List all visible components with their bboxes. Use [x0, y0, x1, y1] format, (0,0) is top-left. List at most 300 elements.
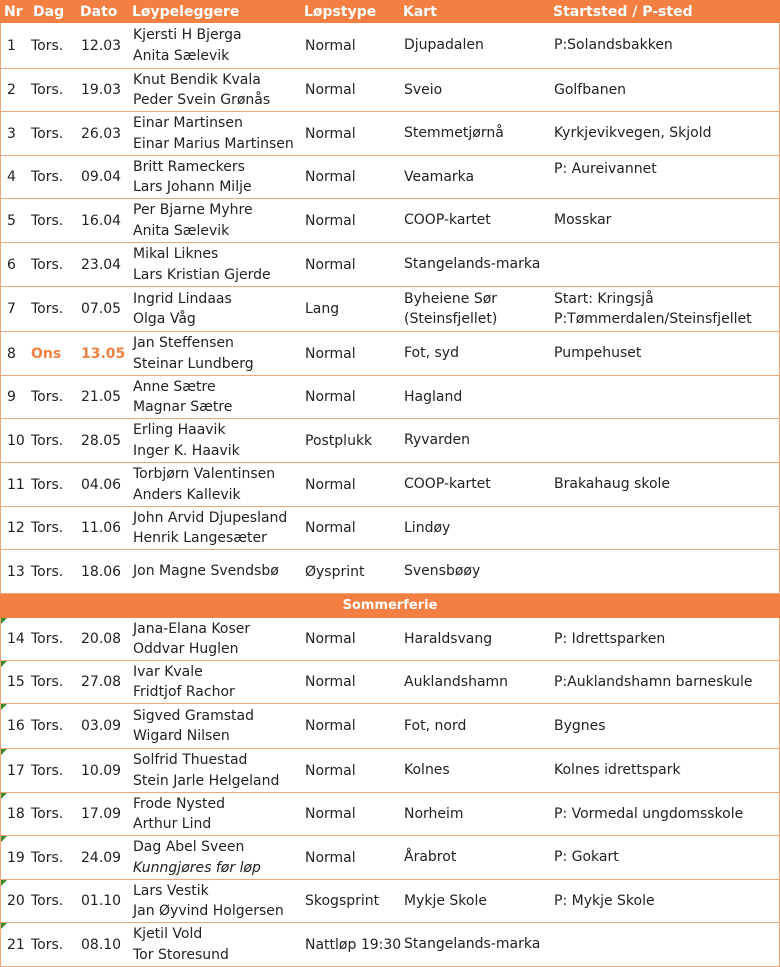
race-type: Normal	[305, 212, 356, 229]
course-setter-2: Henrik Langesæter	[133, 530, 267, 546]
row-dato	[81, 156, 129, 198]
table-row	[0, 836, 780, 880]
table-row	[0, 661, 780, 704]
race-type: Normal	[305, 520, 356, 536]
table-row	[0, 463, 780, 507]
course-setter-2: Lars Johann Milje	[133, 179, 252, 195]
row-kart	[404, 332, 554, 375]
dato-value: 27.08	[81, 674, 122, 690]
row-loypeleggere	[133, 923, 303, 966]
map-name: Stemmetjørnå	[404, 125, 504, 142]
nr-value: 5	[7, 212, 16, 229]
row-loypeleggere	[133, 69, 303, 111]
row-lopstype	[305, 836, 403, 879]
row-kart	[404, 661, 554, 703]
dato-value: 10.09	[81, 762, 122, 779]
row-startsted	[554, 463, 779, 506]
course-setter-1: Knut Bendik Kvala	[133, 71, 261, 88]
row-dato	[81, 618, 129, 660]
row-lopstype	[305, 243, 403, 286]
row-nr	[7, 704, 29, 748]
row-dag	[31, 23, 77, 68]
nr-value: 6	[7, 256, 16, 273]
row-nr	[7, 199, 29, 242]
course-setter-2: Stein Jarle Helgeland	[133, 772, 280, 789]
course-setter-2: Jan Øyvind Holgersen	[133, 903, 284, 919]
row-lopstype	[305, 463, 403, 506]
row-startsted	[554, 199, 779, 242]
row-lopstype	[305, 923, 403, 966]
start-location: Brakahaug skole	[554, 476, 671, 493]
nr-value: 1	[7, 37, 16, 54]
row-dato	[81, 243, 129, 286]
dag-value: Tors.	[31, 256, 64, 273]
row-loypeleggere	[133, 287, 303, 331]
header-dato: Dato	[80, 3, 118, 20]
course-setter-2: Tor Storesund	[133, 946, 229, 963]
row-dag	[31, 661, 77, 703]
dag-value: Tors.	[31, 893, 64, 909]
race-type: Nattløp 19:30	[305, 936, 402, 953]
course-setter-1: Erling Haavik	[133, 422, 226, 438]
row-startsted	[554, 923, 779, 966]
row-dato	[81, 923, 129, 966]
row-kart	[404, 419, 554, 462]
row-startsted	[554, 419, 779, 462]
row-kart	[404, 69, 554, 111]
row-dato	[81, 112, 129, 155]
map-name: Sveio	[404, 81, 443, 98]
course-setter-1: Kjetil Vold	[133, 926, 203, 942]
table-row	[0, 618, 780, 661]
row-loypeleggere	[133, 112, 303, 155]
course-setter-2: Inger K. Haavik	[133, 442, 240, 459]
table-row	[0, 793, 780, 836]
map-name: Byheiene Sør	[404, 290, 498, 307]
row-startsted	[554, 550, 779, 593]
dag-value: Tors.	[31, 301, 64, 317]
race-type: Normal	[305, 125, 356, 142]
table-row	[0, 376, 780, 419]
row-dato	[81, 507, 129, 549]
dato-value: 28.05	[81, 432, 122, 449]
row-dato	[81, 69, 129, 111]
row-kart	[404, 880, 554, 922]
nr-value: 15	[7, 674, 25, 690]
row-dato	[81, 880, 129, 922]
row-loypeleggere	[133, 243, 303, 286]
course-setter-2: Wigard Nilsen	[133, 728, 230, 744]
row-lopstype	[305, 69, 403, 111]
start-location: Golfbanen	[554, 81, 627, 98]
map-name: Auklandshamn	[404, 673, 509, 690]
row-loypeleggere	[133, 376, 303, 418]
row-dato	[81, 704, 129, 748]
race-type: Normal	[305, 37, 356, 54]
start-location: P: Aureivannet	[554, 161, 657, 177]
map-name: Fot, nord	[404, 717, 467, 734]
row-kart	[404, 793, 554, 835]
row-kart	[404, 507, 554, 549]
row-kart	[404, 156, 554, 198]
course-setter-2: Anders Kallevik	[133, 486, 241, 503]
dag-value: Tors.	[31, 718, 64, 734]
table-row	[0, 550, 780, 594]
map-name: Djupadalen	[404, 37, 484, 54]
row-lopstype	[305, 793, 403, 835]
row-nr	[7, 618, 29, 660]
row-startsted	[554, 836, 779, 879]
table-row	[0, 749, 780, 793]
course-setter-1: Sigved Gramstad	[133, 707, 254, 724]
row-startsted	[554, 749, 779, 792]
table-row	[0, 69, 780, 112]
dato-value: 23.04	[81, 256, 122, 273]
row-nr	[7, 749, 29, 792]
dato-value: 19.03	[81, 82, 122, 98]
row-dag	[31, 507, 77, 549]
map-name: COOP-kartet	[404, 212, 491, 229]
map-name: Kolnes	[404, 762, 450, 779]
table-header	[0, 0, 780, 23]
map-name: Stangelands-marka	[404, 256, 541, 273]
row-dato	[81, 463, 129, 506]
race-type: Normal	[305, 345, 356, 362]
nr-value: 4	[7, 169, 16, 185]
map-name: Lindøy	[404, 519, 451, 536]
race-type: Normal	[305, 256, 356, 273]
parking-location: P:Tømmerdalen/Steinsfjellet	[554, 311, 752, 327]
dato-value: 07.05	[81, 301, 122, 317]
row-dag	[31, 704, 77, 748]
row-startsted	[554, 23, 779, 68]
row-dag	[31, 618, 77, 660]
course-setter-2: Anita Sælevik	[133, 47, 230, 64]
row-dag	[31, 463, 77, 506]
row-kart	[404, 749, 554, 792]
dato-value: 03.09	[81, 718, 122, 734]
map-name: COOP-kartet	[404, 476, 491, 493]
row-nr	[7, 880, 29, 922]
dato-value: 12.03	[81, 37, 122, 54]
nr-value: 12	[7, 520, 25, 536]
row-loypeleggere	[133, 661, 303, 703]
nr-value: 3	[7, 125, 16, 142]
nr-value: 8	[7, 345, 16, 362]
table-row	[0, 332, 780, 376]
course-setter-1: Ivar Kvale	[133, 663, 203, 680]
row-dato	[81, 793, 129, 835]
dato-value: 24.09	[81, 849, 122, 866]
start-location: Kyrkjevikvegen, Skjold	[554, 125, 712, 142]
nr-value: 2	[7, 82, 16, 98]
map-name: Årabrot	[404, 849, 457, 866]
row-loypeleggere	[133, 463, 303, 506]
row-nr	[7, 23, 29, 68]
row-startsted	[554, 793, 779, 835]
row-kart	[404, 704, 554, 748]
row-startsted	[554, 507, 779, 549]
row-nr	[7, 661, 29, 703]
race-type: Normal	[305, 169, 356, 185]
dato-value: 18.06	[81, 563, 122, 580]
row-loypeleggere	[133, 332, 303, 375]
row-startsted	[554, 156, 779, 198]
row-nr	[7, 507, 29, 549]
dag-value: Tors.	[31, 762, 64, 779]
summer-break-banner: Sommerferie	[0, 594, 780, 618]
table-row	[0, 419, 780, 463]
row-lopstype	[305, 156, 403, 198]
row-kart	[404, 112, 554, 155]
start-location: P: Idrettsparken	[554, 630, 666, 647]
row-dato	[81, 376, 129, 418]
dag-value: Tors.	[31, 432, 64, 449]
table-body	[0, 23, 780, 967]
row-nr	[7, 550, 29, 593]
row-dato	[81, 287, 129, 331]
course-setter-1: Jon Magne Svendsbø	[133, 563, 279, 580]
row-lopstype	[305, 880, 403, 922]
dato-value: 16.04	[81, 212, 122, 229]
row-loypeleggere	[133, 550, 303, 593]
header-startsted: Startsted / P-sted	[553, 3, 693, 20]
row-lopstype	[305, 507, 403, 549]
row-lopstype	[305, 332, 403, 375]
row-dato	[81, 419, 129, 462]
dato-value: 11.06	[81, 520, 122, 536]
table-row	[0, 880, 780, 923]
row-loypeleggere	[133, 618, 303, 660]
race-type: Postplukk	[305, 432, 373, 449]
row-dag	[31, 550, 77, 593]
row-lopstype	[305, 287, 403, 331]
row-lopstype	[305, 23, 403, 68]
race-type: Normal	[305, 82, 356, 98]
dato-value: 08.10	[81, 936, 122, 953]
dag-value: Tors.	[31, 169, 64, 185]
header-dag: Dag	[33, 3, 65, 20]
row-dag	[31, 243, 77, 286]
header-nr: Nr	[4, 3, 23, 20]
nr-value: 20	[7, 893, 25, 909]
nr-value: 10	[7, 432, 25, 449]
row-loypeleggere	[133, 793, 303, 835]
row-kart	[404, 618, 554, 660]
race-type: Lang	[305, 301, 340, 317]
table-row	[0, 923, 780, 967]
race-type: Normal	[305, 476, 356, 493]
map-name: Ryvarden	[404, 432, 470, 449]
table-row	[0, 156, 780, 199]
header-lopstype: Løpstype	[304, 3, 377, 20]
row-dag	[31, 156, 77, 198]
row-lopstype	[305, 112, 403, 155]
nr-value: 7	[7, 301, 16, 317]
row-startsted	[554, 618, 779, 660]
row-loypeleggere	[133, 419, 303, 462]
race-type: Øysprint	[305, 563, 365, 580]
start-location: Kolnes idrettspark	[554, 762, 681, 779]
row-lopstype	[305, 199, 403, 242]
nr-value: 16	[7, 718, 25, 734]
dag-value: Tors.	[31, 806, 64, 822]
course-setter-2: Lars Kristian Gjerde	[133, 266, 271, 283]
start-location: P: Vormedal ungdomsskole	[554, 805, 744, 822]
race-type: Normal	[305, 674, 356, 690]
course-setter-2: Einar Marius Martinsen	[133, 135, 294, 152]
map-name: Svensbøøy	[404, 563, 481, 580]
dato-value: 21.05	[81, 389, 122, 405]
row-nr	[7, 156, 29, 198]
nr-value: 14	[7, 631, 25, 647]
row-dato	[81, 661, 129, 703]
dag-value: Tors.	[31, 674, 64, 690]
row-lopstype	[305, 704, 403, 748]
row-startsted	[554, 69, 779, 111]
course-setter-2: Magnar Sætre	[133, 399, 233, 415]
race-type: Normal	[305, 849, 356, 866]
header-loypeleggere: Løypeleggere	[132, 3, 240, 20]
row-startsted	[554, 376, 779, 418]
row-loypeleggere	[133, 880, 303, 922]
dag-value: Tors.	[31, 936, 64, 953]
row-loypeleggere	[133, 156, 303, 198]
course-setter-2: Oddvar Huglen	[133, 641, 239, 657]
start-location: Mosskar	[554, 212, 612, 229]
row-nr	[7, 69, 29, 111]
course-setter-1: Jan Steffensen	[133, 335, 234, 351]
row-nr	[7, 376, 29, 418]
map-name: Haraldsvang	[404, 630, 493, 647]
course-setter-2: Kunngjøres før løp	[133, 859, 261, 876]
row-dato	[81, 23, 129, 68]
row-dag	[31, 332, 77, 375]
row-startsted	[554, 704, 779, 748]
row-nr	[7, 287, 29, 331]
row-lopstype	[305, 618, 403, 660]
row-lopstype	[305, 376, 403, 418]
row-kart	[404, 550, 554, 593]
course-setter-2: Steinar Lundberg	[133, 355, 254, 372]
map-name: Hagland	[404, 388, 463, 405]
row-lopstype	[305, 550, 403, 593]
course-setter-1: John Arvid Djupesland	[133, 509, 288, 526]
row-nr	[7, 419, 29, 462]
row-loypeleggere	[133, 749, 303, 792]
row-nr	[7, 463, 29, 506]
start-location: Pumpehuset	[554, 345, 642, 362]
course-setter-2: Olga Våg	[133, 311, 196, 327]
dag-value: Tors.	[31, 212, 64, 229]
row-kart	[404, 923, 554, 966]
course-setter-1: Ingrid Lindaas	[133, 290, 232, 307]
start-location: P: Mykje Skole	[554, 892, 655, 909]
row-nr	[7, 112, 29, 155]
row-dato	[81, 749, 129, 792]
race-type: Normal	[305, 806, 356, 822]
nr-value: 19	[7, 849, 25, 866]
row-dato	[81, 332, 129, 375]
row-dag	[31, 836, 77, 879]
row-dag	[31, 199, 77, 242]
row-dag	[31, 923, 77, 966]
race-type: Normal	[305, 631, 356, 647]
row-loypeleggere	[133, 836, 303, 879]
nr-value: 13	[7, 563, 25, 580]
dag-value: Tors.	[31, 563, 64, 580]
nr-value: 11	[7, 476, 25, 493]
dato-value: 04.06	[81, 476, 122, 493]
row-loypeleggere	[133, 23, 303, 68]
course-setter-1: Kjersti H Bjerga	[133, 27, 242, 43]
row-dag	[31, 69, 77, 111]
row-dato	[81, 199, 129, 242]
course-setter-2: Anita Sælevik	[133, 222, 230, 239]
dag-value: Tors.	[31, 631, 64, 647]
row-loypeleggere	[133, 704, 303, 748]
nr-value: 21	[7, 936, 25, 953]
course-setter-1: Britt Rameckers	[133, 158, 245, 175]
header-kart: Kart	[403, 3, 437, 20]
table-row	[0, 199, 780, 243]
dato-value: 17.09	[81, 806, 122, 822]
row-loypeleggere	[133, 199, 303, 242]
row-dato	[81, 550, 129, 593]
dag-value: Tors.	[31, 125, 64, 142]
course-setter-1: Solfrid Thuestad	[133, 752, 248, 768]
row-dato	[81, 836, 129, 879]
table-row	[0, 287, 780, 332]
row-kart	[404, 287, 554, 331]
map-name: Mykje Skole	[404, 892, 487, 909]
dato-value: 01.10	[81, 893, 122, 909]
row-kart	[404, 243, 554, 286]
row-dag	[31, 376, 77, 418]
course-setter-1: Dag Abel Sveen	[133, 839, 245, 855]
start-location: P:Auklandshamn barneskule	[554, 673, 753, 690]
course-setter-2: Arthur Lind	[133, 816, 212, 832]
row-loypeleggere	[133, 507, 303, 549]
course-setter-1: Frode Nysted	[133, 795, 226, 812]
row-startsted	[554, 243, 779, 286]
race-type: Normal	[305, 718, 356, 734]
row-startsted	[554, 661, 779, 703]
course-setter-1: Lars Vestik	[133, 882, 209, 899]
dag-value: Tors.	[31, 389, 64, 405]
row-dag	[31, 287, 77, 331]
row-kart	[404, 376, 554, 418]
course-setter-1: Per Bjarne Myhre	[133, 202, 253, 218]
dag-value: Tors.	[31, 520, 64, 536]
row-nr	[7, 836, 29, 879]
course-setter-2: Peder Svein Grønås	[133, 92, 271, 108]
table-row	[0, 243, 780, 287]
start-location: Bygnes	[554, 717, 606, 734]
row-nr	[7, 243, 29, 286]
row-nr	[7, 793, 29, 835]
map-name: Norheim	[404, 805, 464, 822]
row-startsted	[554, 880, 779, 922]
row-startsted	[554, 112, 779, 155]
row-startsted	[554, 287, 779, 331]
dato-value: 09.04	[81, 169, 122, 185]
nr-value: 17	[7, 762, 25, 779]
row-nr	[7, 332, 29, 375]
course-setter-1: Einar Martinsen	[133, 115, 243, 131]
course-setter-1: Torbjørn Valentinsen	[133, 466, 276, 482]
row-lopstype	[305, 749, 403, 792]
